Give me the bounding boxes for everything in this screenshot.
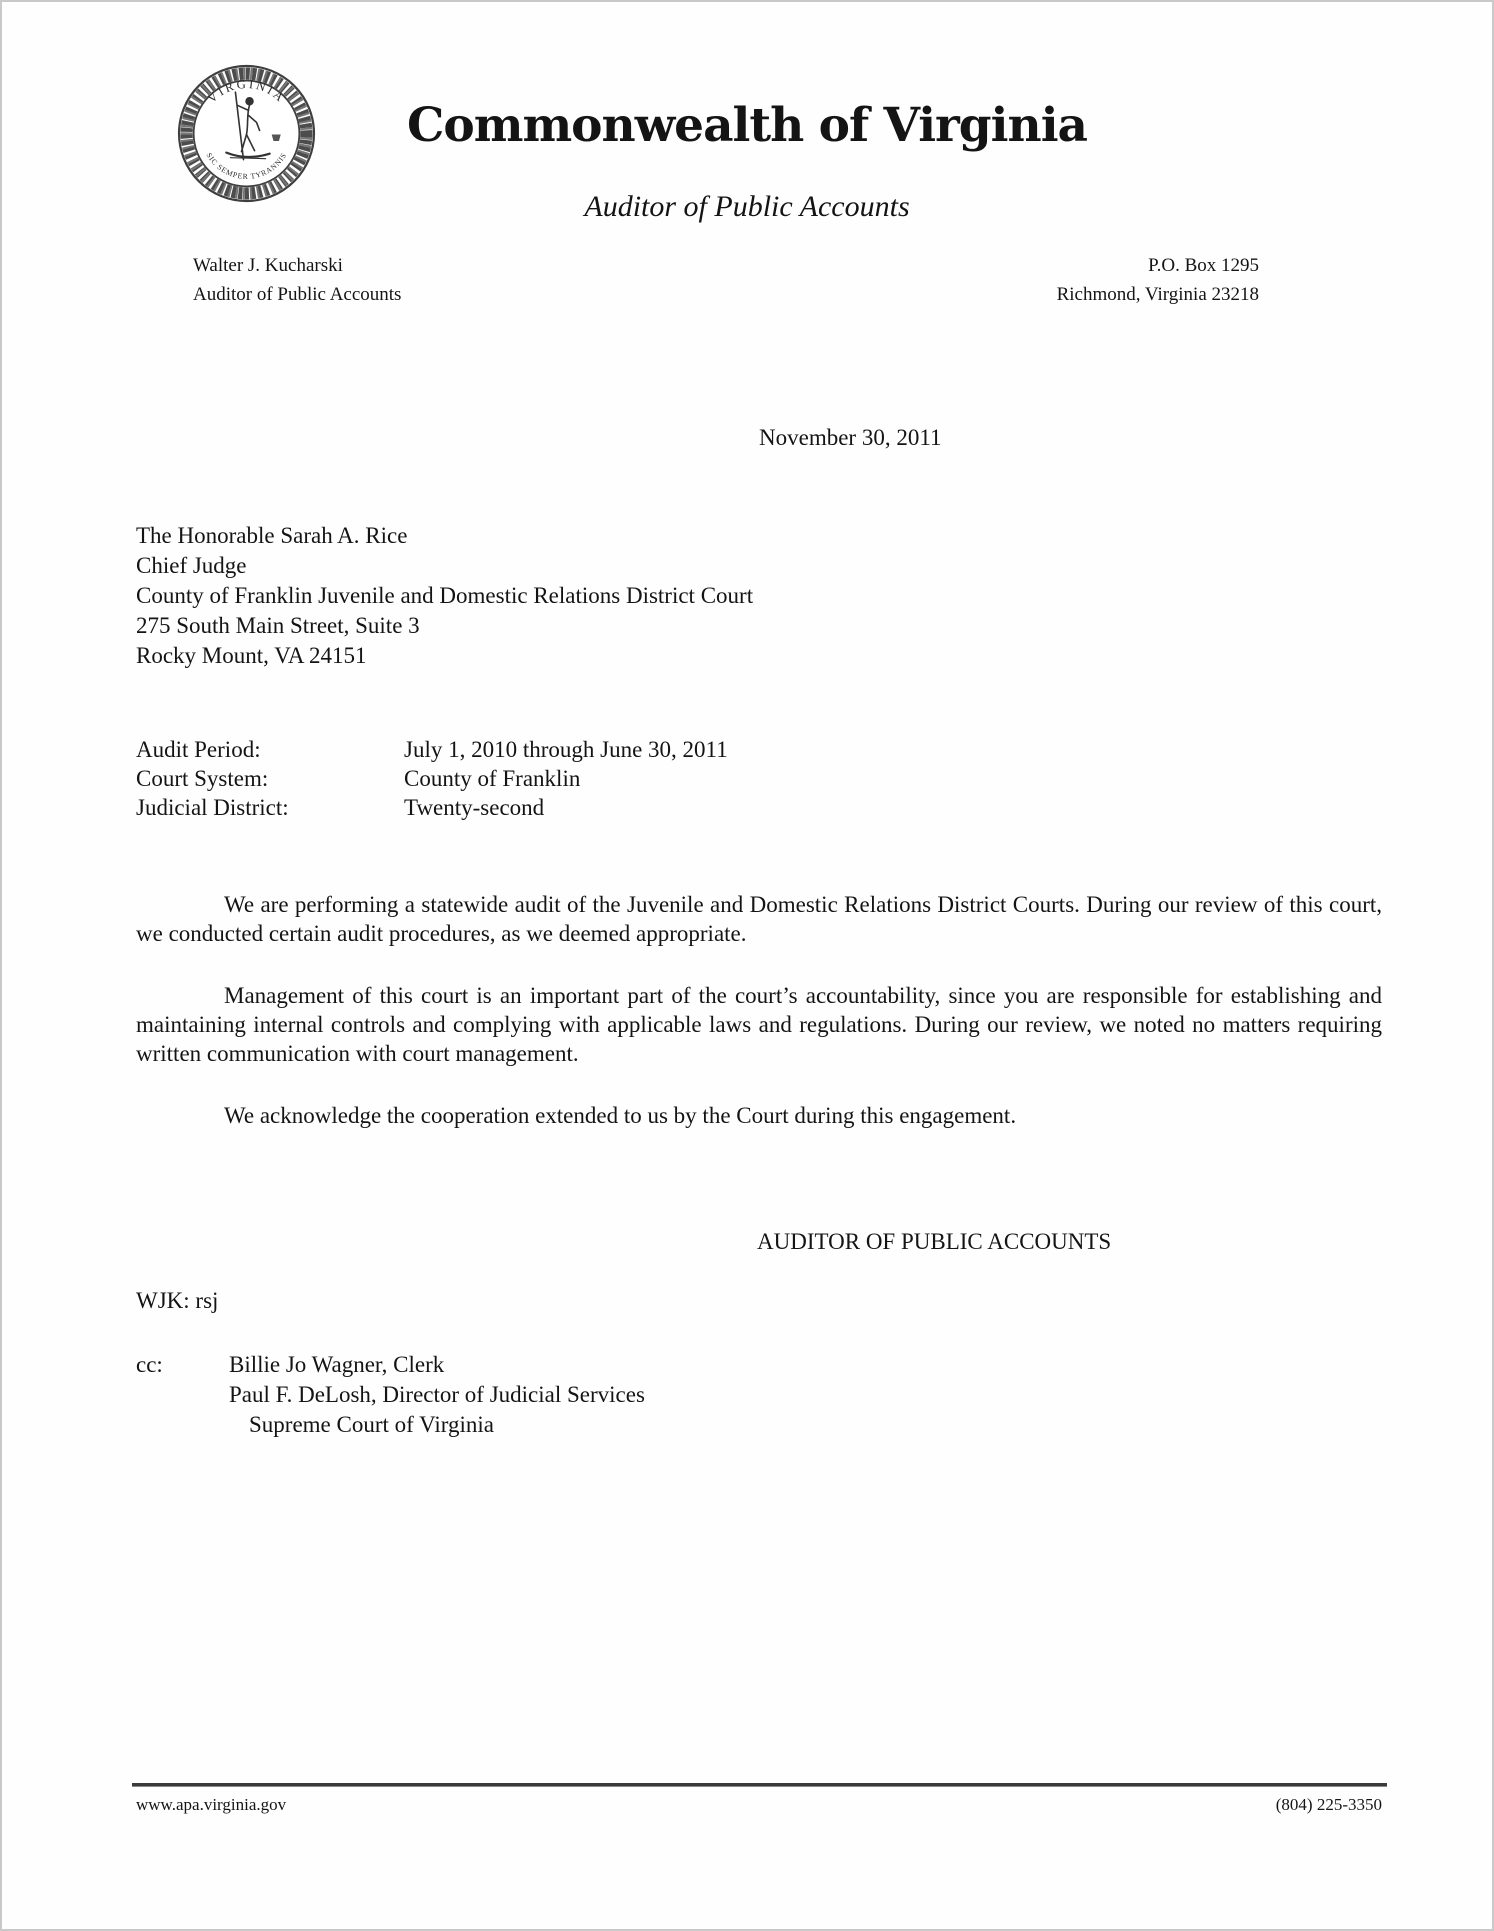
body-paragraph: Management of this court is an important part of the court’s accountability, since you are responsible for establishing and maintaining internal controls and complying with applicable laws and regulations. During our review, we noted no matters requiring written communication with court management. xyxy=(136,983,1382,1066)
auditor-name: Walter J. Kucharski xyxy=(193,255,343,276)
judicial-district-value: Twenty-second xyxy=(404,795,545,820)
audit-info-row xyxy=(136,735,728,764)
office-address-block xyxy=(1057,251,1259,309)
audit-period-label: Audit Period: xyxy=(136,737,261,762)
reference-initials: WJK: rsj xyxy=(136,1288,219,1313)
letter-body xyxy=(136,890,1382,1130)
po-box: P.O. Box 1295 xyxy=(1148,255,1259,276)
recipient-title: Chief Judge xyxy=(136,553,247,578)
recipient-name: The Honorable Sarah A. Rice xyxy=(136,523,408,548)
letter-date: November 30, 2011 xyxy=(759,425,942,450)
body-paragraph: We acknowledge the cooperation extended to us by the Court during this engagement. xyxy=(224,1103,1017,1128)
footer xyxy=(136,1795,1382,1815)
cc-block xyxy=(136,1350,645,1440)
recipient-address-block xyxy=(136,521,753,671)
body-paragraph: We are performing a statewide audit of the Juvenile and Domestic Relations District Courts. During our review of this court, we conducted certain audit procedures, as we deemed appropriate. xyxy=(136,892,1382,946)
letterhead-title: Commonwealth of Virginia xyxy=(406,98,1088,153)
recipient-city: Rocky Mount, VA 24151 xyxy=(136,643,367,668)
cc-names xyxy=(229,1350,645,1440)
footer-phone: (804) 225-3350 xyxy=(1275,1795,1382,1814)
audit-info-row xyxy=(136,764,728,793)
court-system-label: Court System: xyxy=(136,766,269,791)
cc-label: cc: xyxy=(136,1352,163,1377)
auditor-contact-block xyxy=(193,251,401,309)
court-system-value: County of Franklin xyxy=(404,766,581,791)
seal-top-text: VIRGINIA xyxy=(204,76,289,106)
audit-period-value: July 1, 2010 through June 30, 2011 xyxy=(404,737,728,762)
cc-name: Supreme Court of Virginia xyxy=(249,1412,494,1437)
auditor-title: Auditor of Public Accounts xyxy=(193,284,402,305)
audit-info-row xyxy=(136,793,728,822)
recipient-court: County of Franklin Juvenile and Domestic Relations District Court xyxy=(136,583,754,608)
recipient-street: 275 South Main Street, Suite 3 xyxy=(136,613,420,638)
footer-divider xyxy=(132,1783,1387,1787)
letterhead-subtitle: Auditor of Public Accounts xyxy=(584,190,910,223)
cc-name: Billie Jo Wagner, Clerk xyxy=(229,1352,445,1377)
city-state-zip: Richmond, Virginia 23218 xyxy=(1056,284,1259,305)
audit-info-table xyxy=(136,735,728,822)
footer-website: www.apa.virginia.gov xyxy=(136,1795,287,1814)
signature-org: AUDITOR OF PUBLIC ACCOUNTS xyxy=(757,1229,1112,1254)
seal-bottom-text: SIC SEMPER TYRANNIS xyxy=(204,151,289,181)
judicial-district-label: Judicial District: xyxy=(136,795,289,820)
cc-name: Paul F. DeLosh, Director of Judicial Services xyxy=(229,1382,645,1407)
